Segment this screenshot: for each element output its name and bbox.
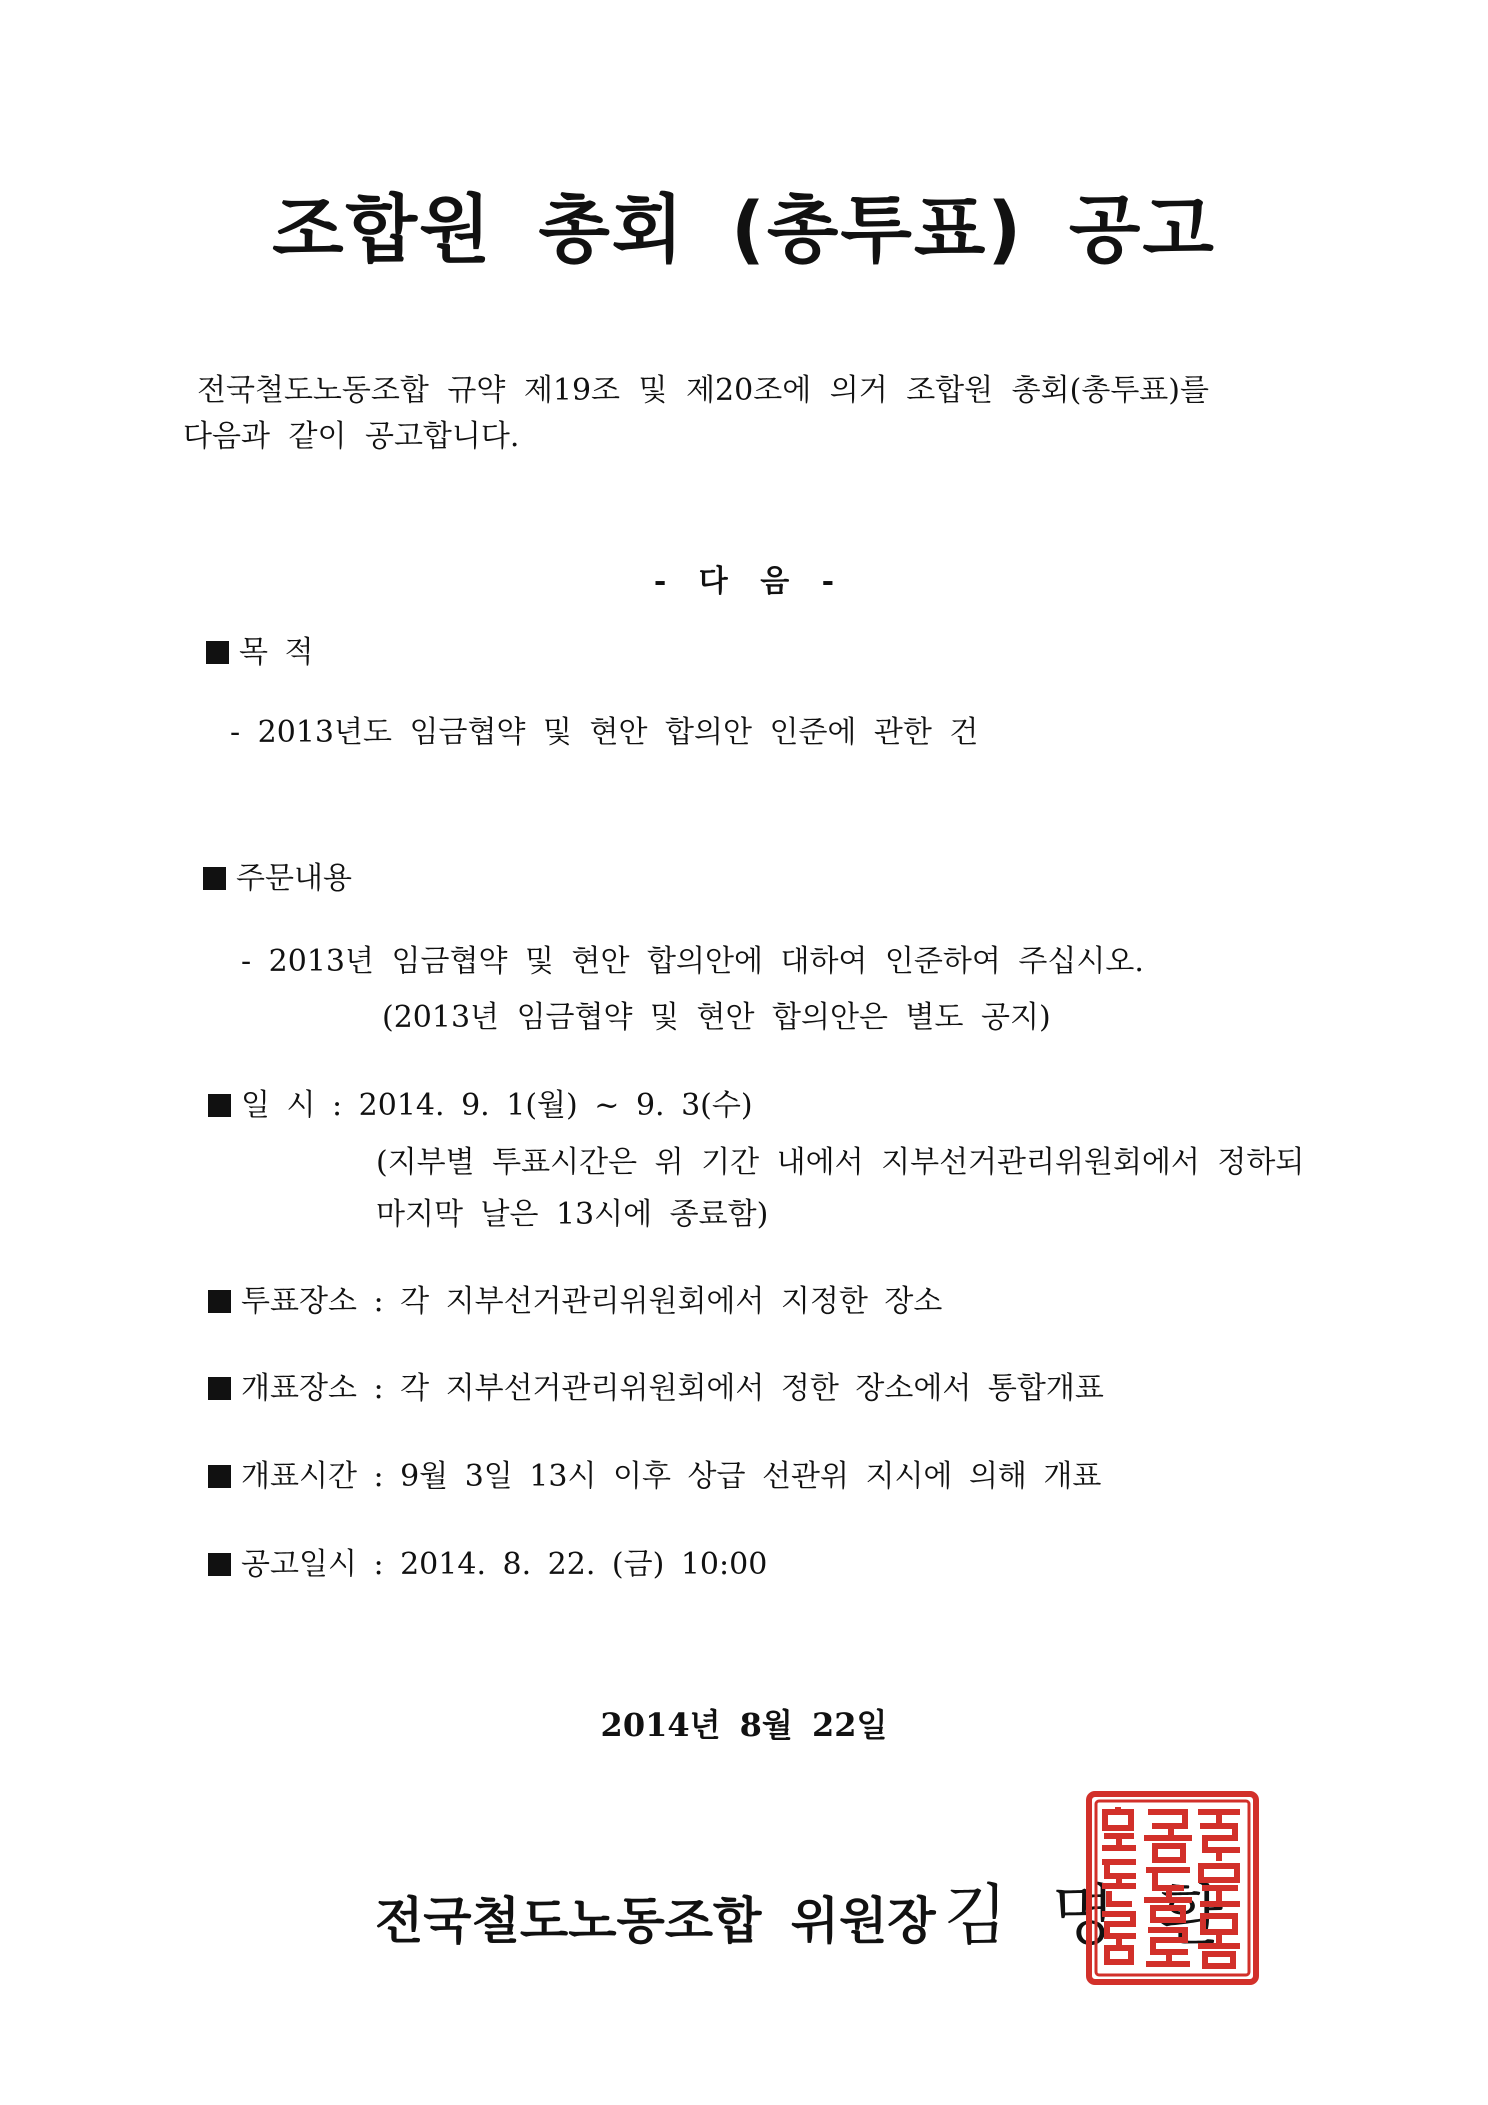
- square-bullet-icon: [208, 1553, 231, 1576]
- intro-paragraph: [183, 368, 1333, 460]
- purpose-label: 목 적: [239, 635, 314, 670]
- signer-name: 김명환: [943, 1877, 1267, 1954]
- issue-date: 2014년 8월 22일: [600, 1706, 888, 1744]
- document-title: 조합원 총회 (총투표) 공고: [272, 187, 1216, 273]
- section-voting-place: [208, 1280, 942, 1324]
- section-purpose: [206, 631, 314, 675]
- intro-line-2: 다음과 같이 공고합니다.: [183, 419, 520, 454]
- notice-date-label: 공고일시 : 2014. 8. 22. (금) 10:00: [241, 1547, 768, 1582]
- counting-place-label: 개표장소 : 각 지부선거관리위원회에서 정한 장소에서 통합개표: [241, 1371, 1104, 1406]
- purpose-item: - 2013년도 임금협약 및 현안 합의안 인준에 관한 건: [230, 715, 979, 750]
- next-heading: - 다 음 -: [653, 564, 835, 599]
- content-item: - 2013년 임금협약 및 현안 합의안에 대하여 인준하여 주십시오.: [241, 944, 1144, 979]
- section-notice-date: [208, 1543, 767, 1587]
- voting-place-label: 투표장소 : 각 지부선거관리위원회에서 지정한 장소: [241, 1284, 943, 1319]
- section-content: [203, 857, 352, 901]
- square-bullet-icon: [208, 1465, 231, 1488]
- content-note: (2013년 임금협약 및 현안 합의안은 별도 공지): [382, 1000, 1051, 1035]
- square-bullet-icon: [206, 641, 229, 664]
- section-counting-time: [208, 1455, 1101, 1499]
- section-schedule: [208, 1084, 753, 1128]
- square-bullet-icon: [208, 1290, 231, 1313]
- section-counting-place: [208, 1367, 1104, 1411]
- schedule-note-2: 마지막 날은 13시에 종료함): [376, 1197, 769, 1232]
- schedule-label: 일 시 : 2014. 9. 1(월) ~ 9. 3(수): [241, 1088, 753, 1123]
- square-bullet-icon: [208, 1094, 231, 1117]
- counting-time-label: 개표시간 : 9월 3일 13시 이후 상급 선관위 지시에 의해 개표: [241, 1459, 1102, 1494]
- square-bullet-icon: [203, 867, 226, 890]
- official-seal-stamp: [1085, 1790, 1260, 1986]
- content-label: 주문내용: [236, 861, 352, 896]
- schedule-note-1: (지부별 투표시간은 위 기간 내에서 지부선거관리위원회에서 정하되: [376, 1145, 1305, 1180]
- signer-title: 전국철도노동조합 위원장: [375, 1892, 936, 1950]
- square-bullet-icon: [208, 1377, 231, 1400]
- intro-line-1: 전국철도노동조합 규약 제19조 및 제20조에 의거 조합원 총회(총투표)를: [197, 373, 1209, 408]
